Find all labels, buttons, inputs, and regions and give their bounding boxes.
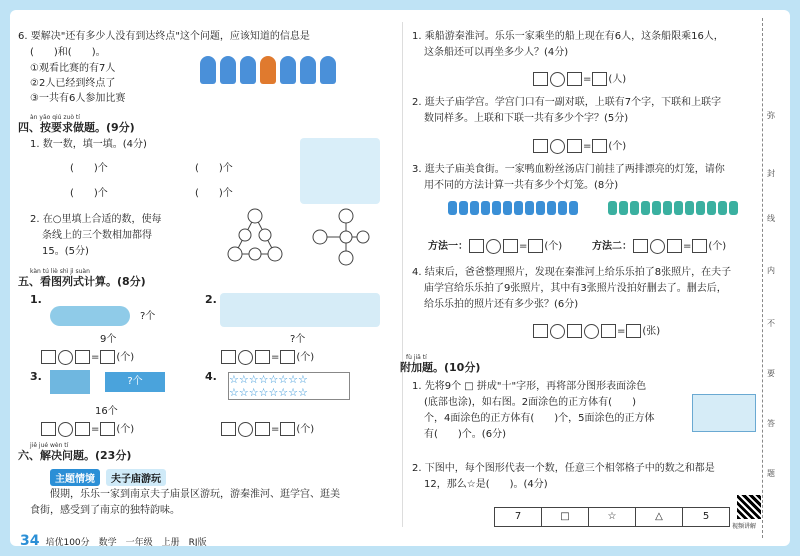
r4-line1: 4. 结束后，爸爸整理照片，发现在秦淮河上给乐乐拍了8张照片，在夫子	[412, 267, 732, 278]
s5q4-label: 4.	[205, 370, 217, 383]
s4q2-line3: 15。(5分)	[42, 246, 89, 257]
column-divider	[402, 22, 403, 527]
s5q3-question: ?个	[105, 372, 165, 392]
s5q2-question: ?个	[290, 334, 306, 345]
triangle-number-diagram	[225, 206, 285, 266]
cell-5: 5	[702, 511, 710, 522]
s4q2-line2: 条线上的三个数相加都得	[42, 230, 152, 241]
cuboid-count: ( )个	[195, 163, 233, 174]
s5q3-total: 16个	[95, 406, 118, 417]
s4q1-prompt: 1. 数一数，填一填。(4分)	[30, 139, 147, 150]
seal-line	[762, 18, 783, 538]
cell-square: □	[542, 508, 589, 526]
r2-line1: 2. 逛夫子庙学宫。学宫门口有一副对联，上联有7个字，下联和上联字	[412, 97, 722, 108]
section-4-title: 四、按要求做题。(9分)	[18, 121, 135, 134]
s5q1-label: 1.	[30, 293, 42, 306]
intro-line2: 食街，感受到了南京的独特韵味。	[30, 505, 180, 516]
section-6-title: 六、解决问题。(23分)	[18, 449, 132, 462]
seal-char-4: 内	[767, 266, 775, 275]
flowers-picture	[220, 293, 380, 327]
qr-caption: 视频讲解	[732, 523, 757, 530]
r2-equation[interactable]: = (个)	[532, 137, 626, 154]
r3-line1: 3. 逛夫子庙美食街。一家鸭血粉丝汤店门前挂了两排漂亮的灯笼，请你	[412, 164, 725, 175]
seal-char-2: 封	[767, 169, 775, 178]
sphere-count: ( )个	[70, 188, 108, 199]
number-cells-strip	[494, 507, 730, 527]
extra-pinyin: fù jiā tí	[406, 354, 427, 361]
cell-1: 7	[495, 508, 542, 526]
seal-char-5: 不	[767, 319, 775, 328]
method-2-equation[interactable]: 方法二： = (个)	[592, 237, 726, 254]
page-number: 34	[20, 533, 40, 546]
stars-picture: ☆☆☆☆☆☆☆☆ ☆☆☆☆☆☆☆☆	[228, 372, 350, 400]
cross-number-diagram	[310, 206, 370, 268]
cross-cubes-picture	[692, 394, 756, 432]
r4-line2: 庙学宫给乐乐拍了9张照片，其中有3张照片没拍好删去了。删去后，	[424, 283, 727, 294]
r1-line1: 1. 乘船游秦淮河。乐乐一家乘坐的船上现在有6人，这条船限乘16人，	[412, 31, 724, 42]
q6-option-3: ③一共有6人参加比赛	[30, 93, 126, 104]
seal-char-6: 要	[767, 369, 775, 378]
s5q1-total: 9个	[100, 334, 117, 345]
q6-line1: 6. 要解决"还有多少人没有到达终点"这个问题，应该知道的信息是	[18, 31, 310, 42]
cylinder-count: ( )个	[70, 163, 108, 174]
cell-star[interactable]: ☆	[589, 508, 636, 526]
worksheet-page	[10, 10, 790, 546]
running-kids-illustration	[200, 56, 340, 88]
r4-line3: 给乐乐拍的照片还有多少张？(6分)	[424, 299, 579, 310]
q6-option-2: ②2人已经到终点了	[30, 78, 116, 89]
cubes-picture	[50, 370, 90, 394]
cube-count: ( )个	[195, 188, 233, 199]
seal-char-3: 线	[767, 214, 775, 223]
s4q2-line1: 2. 在○里填上合适的数，使每	[30, 214, 162, 225]
umbrellas-picture	[50, 306, 130, 326]
s5q4-equation[interactable]: = (个)	[220, 420, 314, 437]
r1-equation[interactable]: = (人)	[532, 70, 626, 87]
e1-line3: 个，4面涂色的正方体有( )个，5面涂色的正方体	[424, 413, 655, 424]
r4-equation[interactable]: = (张)	[532, 322, 660, 339]
s5q3-equation[interactable]: = (个)	[40, 420, 134, 437]
r1-line2: 这条船还可以再坐多少人？(4分)	[424, 47, 569, 58]
theme-title: 夫子庙游玩	[106, 469, 166, 486]
s5q1-question: ?个	[140, 311, 156, 322]
e1-line2: (底部也涂)，如右图。2面涂色的正方体有( )	[424, 397, 636, 408]
r3-line2: 用不同的方法计算一共有多少个灯笼。(8分)	[424, 180, 619, 191]
q6-option-1: ①观看比赛的有7人	[30, 63, 116, 74]
r2-line2: 数同样多。上联和下联一共有多少个字？(5分)	[424, 113, 629, 124]
seal-char-1: 弥	[767, 111, 775, 120]
e1-line4: 有( )个。(6分)	[424, 429, 506, 440]
theme-label: 主题情境	[50, 469, 100, 486]
s5q1-equation[interactable]: = (个)	[40, 348, 134, 365]
section-5-title: 五、看图列式计算。(8分)	[18, 275, 146, 288]
sec4-pinyin: àn yāo qiú zuò tí	[30, 114, 80, 121]
extra-title: 附加题。(10分)	[400, 361, 481, 374]
cell-triangle: △	[636, 508, 683, 526]
q6-line2: ( )和( )。	[30, 47, 106, 58]
lanterns-picture	[448, 200, 740, 219]
method-1-equation[interactable]: 方法一： = (个)	[428, 237, 562, 254]
seal-char-7: 答	[767, 419, 775, 428]
e1-line1: 1. 先将9个 □ 拼成"十"字形，再将部分图形表面涂色	[412, 381, 647, 392]
s5q3-label: 3.	[30, 370, 42, 383]
e2-line2: 12，那么☆是( )。(4分)	[424, 479, 548, 490]
book-info: 培优100分 数学 一年级 上册 RJ版	[45, 538, 207, 546]
sec6-pinyin: jiě jué wèn tí	[30, 442, 69, 449]
s5q2-label: 2.	[205, 293, 217, 306]
seal-char-8: 题	[767, 469, 775, 478]
intro-line1: 假期，乐乐一家到南京夫子庙景区游玩，游秦淮河、逛学宫、逛美	[50, 489, 340, 500]
sec5-pinyin: kàn tú liè shì jì suàn	[30, 268, 90, 275]
e2-line1: 2. 下图中，每个图形代表一个数，任意三个相邻格子中的数之和都是	[412, 463, 715, 474]
footer	[20, 533, 207, 546]
s5q2-equation[interactable]: = (个)	[220, 348, 314, 365]
qr-code[interactable]	[737, 495, 761, 519]
stacked-blocks-picture	[300, 138, 380, 204]
